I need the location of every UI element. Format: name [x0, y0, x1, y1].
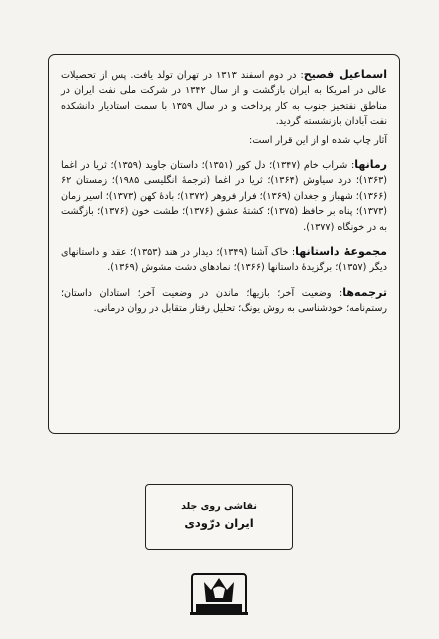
novels-paragraph: [61, 157, 387, 235]
author-bio-paragraph: [61, 67, 387, 130]
cover-caption: نقاشی روی جلد: [181, 501, 257, 512]
author-bio-text: : در دوم اسفند ۱۳۱۳ در تهران تولد یافت. پس از تحصیلات عالی در امریکا به ایران بازگشت و از سال ۱۳۴۲ در شرکت ملی نفت ایران در مناطق نفتخیز جنوب به کار پرداخت و در سال ۱۳۵۹ با سمت استادیار دانشکده نفت آبادان بازنشسته گردید.: [61, 70, 387, 128]
works-intro: آثار چاپ شده او از این قرار است:: [249, 134, 387, 146]
novels-label: رمانها: [354, 158, 387, 172]
translations-text: : وضعیت آخر؛ بازیها؛ ماندن در وضعیت آخر؛ استادان داستان؛ رستم‌نامه؛ خودشناسی به روش یونگ؛ تحلیل رفتار متقابل در روان درمانی.: [61, 287, 387, 315]
cover-artist: ایران درّودی: [184, 516, 254, 530]
cover-credit-box: [145, 484, 293, 550]
author-bio-box: [48, 54, 400, 434]
author-name: اسماعیل فصیح: [303, 68, 387, 81]
publisher-logo-icon: [184, 572, 254, 618]
story-collections-paragraph: [61, 244, 387, 276]
translations-label: ترجمه‌ها: [342, 285, 387, 299]
story-collections-text: : خاک آشنا (۱۳۴۹)؛ دیدار در هند (۱۳۵۳)؛ عقد و داستانهای دیگر (۱۳۵۷)؛ برگزیدهٔ داستانها (۱۳۶۶)؛ نمادهای دشت مشوش (۱۳۶۹).: [61, 247, 387, 274]
novels-text: : شراب خام (۱۳۴۷)؛ دل کور (۱۳۵۱)؛ داستان جاوید (۱۳۵۹)؛ ثریا در اغما (۱۳۶۳)؛ درد سیاوش (۱۳۶۴)؛ ثریا در اغما (ترجمهٔ انگلیسی ۱۹۸۵)؛ زمستان ۶۲ (۱۳۶۶)؛ شهباز و جغدان (۱۳۶۹)؛ فرار فروهر (۱۳۷۲)؛ بادهٔ کهن (۱۳۷۳)؛ اسیر زمان (۱۳۷۳)؛ پناه بر حافظ (۱۳۷۵)؛ کشتهٔ عشق (۱۳۷۶)؛ طشت خون (۱۳۷۶)؛ بازگشت به در خونگاه (۱۳۷۷).: [61, 160, 388, 233]
translations-paragraph: [61, 285, 387, 317]
story-collections-label: مجموعهٔ داستانها: [295, 245, 387, 259]
